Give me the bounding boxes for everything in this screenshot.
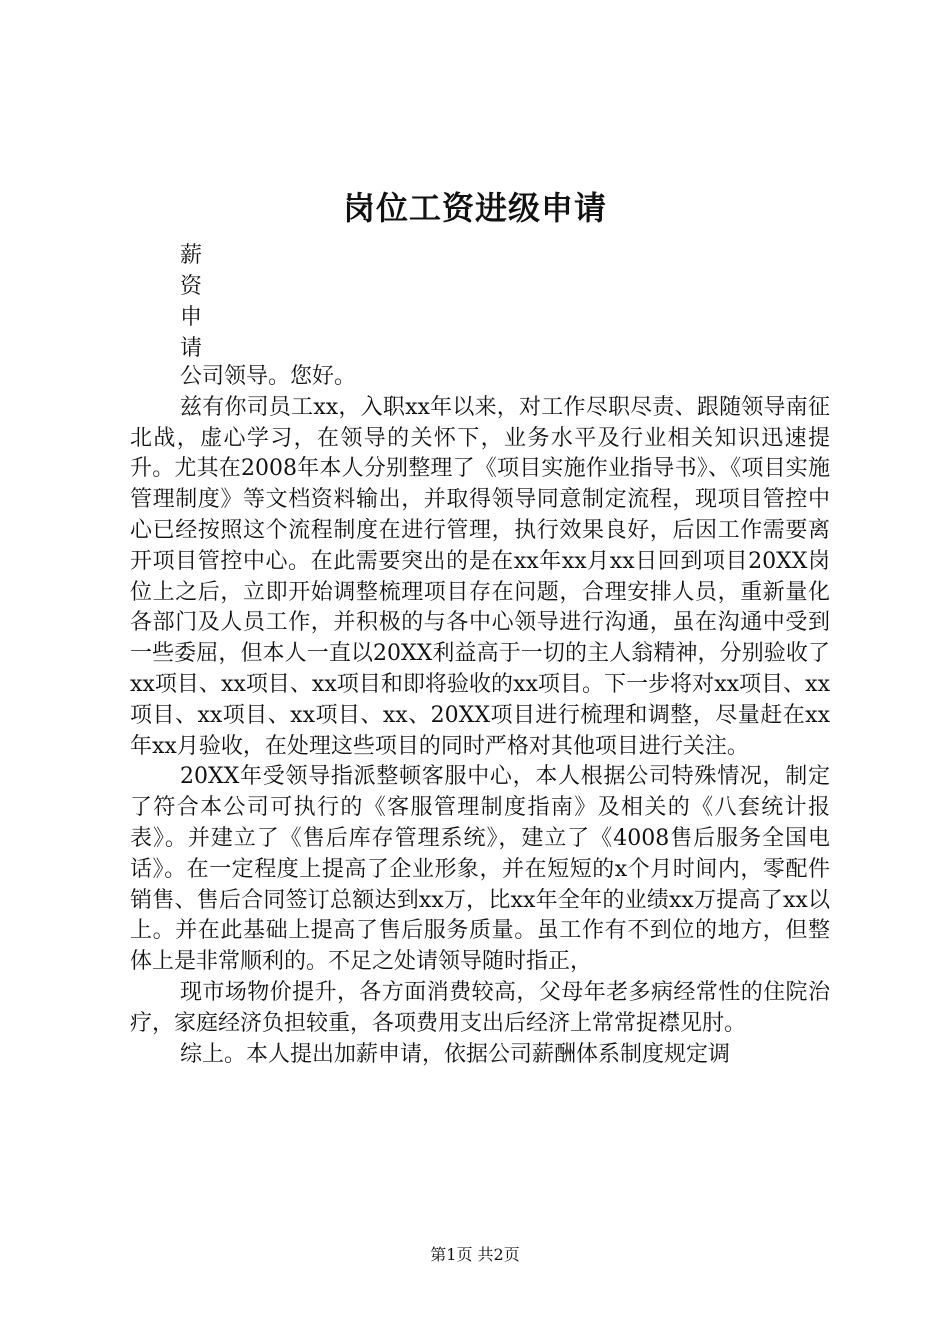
body-paragraph: 综上。本人提出加薪申请，依据公司薪酬体系制度规定调: [180, 1041, 731, 1067]
document-body: [130, 362, 830, 1070]
vertical-heading-char: 薪: [180, 243, 203, 268]
vertical-heading-char: 资: [180, 274, 203, 299]
vertical-heading-char: 申: [180, 305, 203, 330]
document-title: 岗位工资进级申请: [342, 189, 607, 227]
vertical-heading-char: 请: [180, 336, 203, 361]
body-paragraph: 20XX年受领导指派整顿客服中心，本人根据公司特殊情况，制定了符合本公司可执行的《客服管理制度指南》及相关的《八套统计报表》。并建立了《售后库存管理系统》，建立了《4008售后服务全国电话》。在一定程度上提高了企业形象，并在短短的x个月时间内，零配件销售、售后合同签订总额达到xx万，比xx年全年的业绩xx万提高了xx以上。并在此基础上提高了售后服务质量。虽工作有不到位的地方，但整体上是非常顺利的。不足之处请领导随时指正，: [130, 764, 830, 975]
body-paragraph: 兹有你司员工xx，入职xx年以来，对工作尽职尽责、跟随领导南征北战，虚心学习，在领导的关怀下，业务水平及行业相关知识迅速提升。尤其在2008年本人分别整理了《项目实施作业指导书》、《项目实施管理制度》等文档资料输出，并取得领导同意制定流程，现项目管控中心已经按照这个流程制度在进行管理，执行效果良好，后因工作需要离开项目管控中心。在此需要突出的是在xx年xx月xx日回到项目20XX岗位上之后，立即开始调整梳理项目存在问题，合理安排人员，重新量化各部门及人员工作，并积极的与各中心领导进行沟通，虽在沟通中受到一些委屈，但本人一直以20XX利益高于一切的主人翁精神，分别验收了xx项目、xx项目、xx项目和即将验收的xx项目。下一步将对xx项目、xx项目、xx项目、xx项目、xx、20XX项目进行梳理和调整，尽量赶在xx年xx月验收，在处理这些项目的同时严格对其他项目进行关注。: [130, 394, 830, 759]
body-paragraph: 现市场物价提升，各方面消费较高，父母年老多病经常性的住院治疗，家庭经济负担较重，各项费用支出后经济上常常捉襟见肘。: [130, 979, 830, 1036]
page-number-footer: 第1页 共2页: [430, 1245, 520, 1264]
vertical-heading: [180, 240, 210, 364]
salutation: 公司领导。您好。: [180, 364, 357, 389]
